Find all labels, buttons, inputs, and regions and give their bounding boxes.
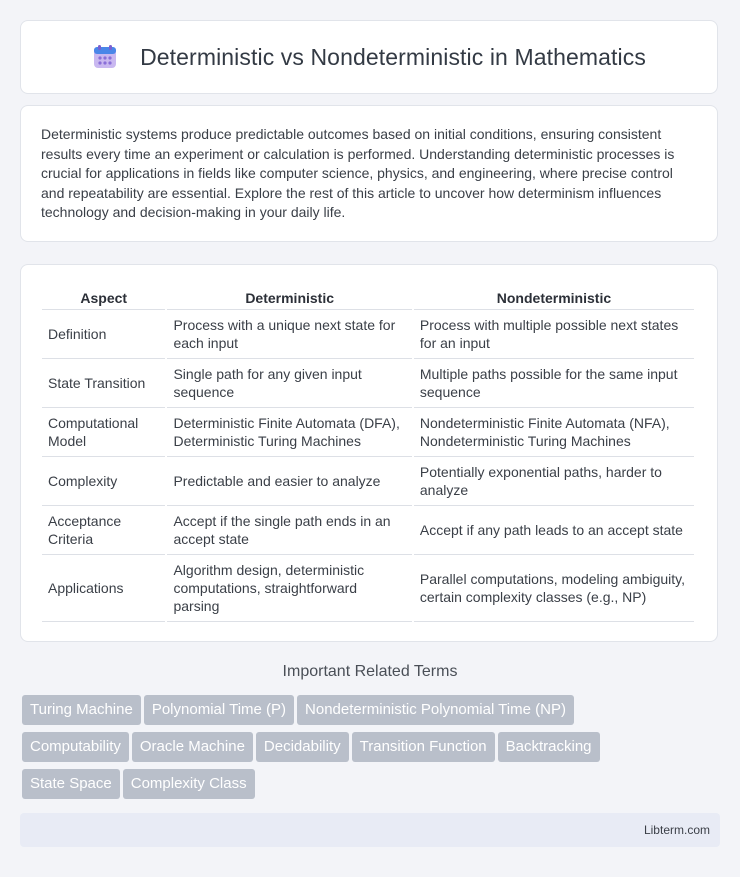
tag-backtracking[interactable]: Backtracking [498, 732, 600, 762]
cell-nondeterministic: Process with multiple possible next states for an input [414, 310, 694, 359]
table-header-row [42, 285, 694, 310]
cell-nondeterministic: Nondeterministic Finite Automata (NFA), Nondeterministic Turing Machines [414, 408, 694, 457]
tag-turing-machine[interactable]: Turing Machine [22, 695, 141, 725]
intro-paragraph: Deterministic systems produce predictable outcomes based on initial conditions, ensuring consistent results every time an experiment or calculation is performed. Understanding deterministic processes is crucial for applications in fields like computer science, physics, and engineering, where precise control and repeatability are essential. Explore the rest of this article to uncover how determinism influences technology and decision-making in your daily life. [41, 126, 675, 221]
page-title: Deterministic vs Nondeterministic in Mathematics [140, 43, 646, 70]
tag-np[interactable]: Nondeterministic Polynomial Time (NP) [297, 695, 574, 725]
cell-deterministic: Accept if the single path ends in an accept state [167, 506, 411, 555]
cell-aspect: Acceptance Criteria [42, 506, 165, 555]
cell-aspect: Applications [42, 555, 165, 622]
footer [20, 813, 720, 847]
cell-nondeterministic: Parallel computations, modeling ambiguity, certain complexity classes (e.g., NP) [414, 555, 694, 622]
tag-decidability[interactable]: Decidability [256, 732, 349, 762]
comparison-table [40, 285, 696, 622]
table-row [42, 359, 694, 408]
related-terms-title: Important Related Terms [282, 663, 458, 680]
cell-nondeterministic: Potentially exponential paths, harder to analyze [414, 457, 694, 506]
cell-aspect: Definition [42, 310, 165, 359]
calendar-icon [92, 44, 118, 70]
table-row [42, 457, 694, 506]
tag-oracle-machine[interactable]: Oracle Machine [132, 732, 253, 762]
tag-transition-function[interactable]: Transition Function [352, 732, 495, 762]
tag-computability[interactable]: Computability [22, 732, 129, 762]
cell-aspect: Complexity [42, 457, 165, 506]
cell-deterministic: Deterministic Finite Automata (DFA), Deterministic Turing Machines [167, 408, 411, 457]
cell-deterministic: Predictable and easier to analyze [167, 457, 411, 506]
header-nondeterministic: Nondeterministic [414, 285, 694, 310]
table-row [42, 555, 694, 622]
comparison-card [20, 264, 718, 642]
cell-nondeterministic: Accept if any path leads to an accept state [414, 506, 694, 555]
related-terms-list [22, 695, 722, 806]
header-deterministic: Deterministic [167, 285, 411, 310]
table-row [42, 506, 694, 555]
cell-deterministic: Single path for any given input sequence [167, 359, 411, 408]
tag-state-space[interactable]: State Space [22, 769, 120, 799]
cell-aspect: Computational Model [42, 408, 165, 457]
table-row [42, 310, 694, 359]
footer-site-link[interactable]: Libterm.com [643, 823, 710, 837]
header-aspect: Aspect [42, 285, 165, 310]
tag-complexity-class[interactable]: Complexity Class [123, 769, 255, 799]
cell-nondeterministic: Multiple paths possible for the same input sequence [414, 359, 694, 408]
intro-card [20, 105, 718, 242]
cell-aspect: State Transition [42, 359, 165, 408]
cell-deterministic: Process with a unique next state for each input [167, 310, 411, 359]
tag-polynomial-time[interactable]: Polynomial Time (P) [144, 695, 294, 725]
table-row [42, 408, 694, 457]
header-card [20, 20, 718, 94]
cell-deterministic: Algorithm design, deterministic computations, straightforward parsing [167, 555, 411, 622]
